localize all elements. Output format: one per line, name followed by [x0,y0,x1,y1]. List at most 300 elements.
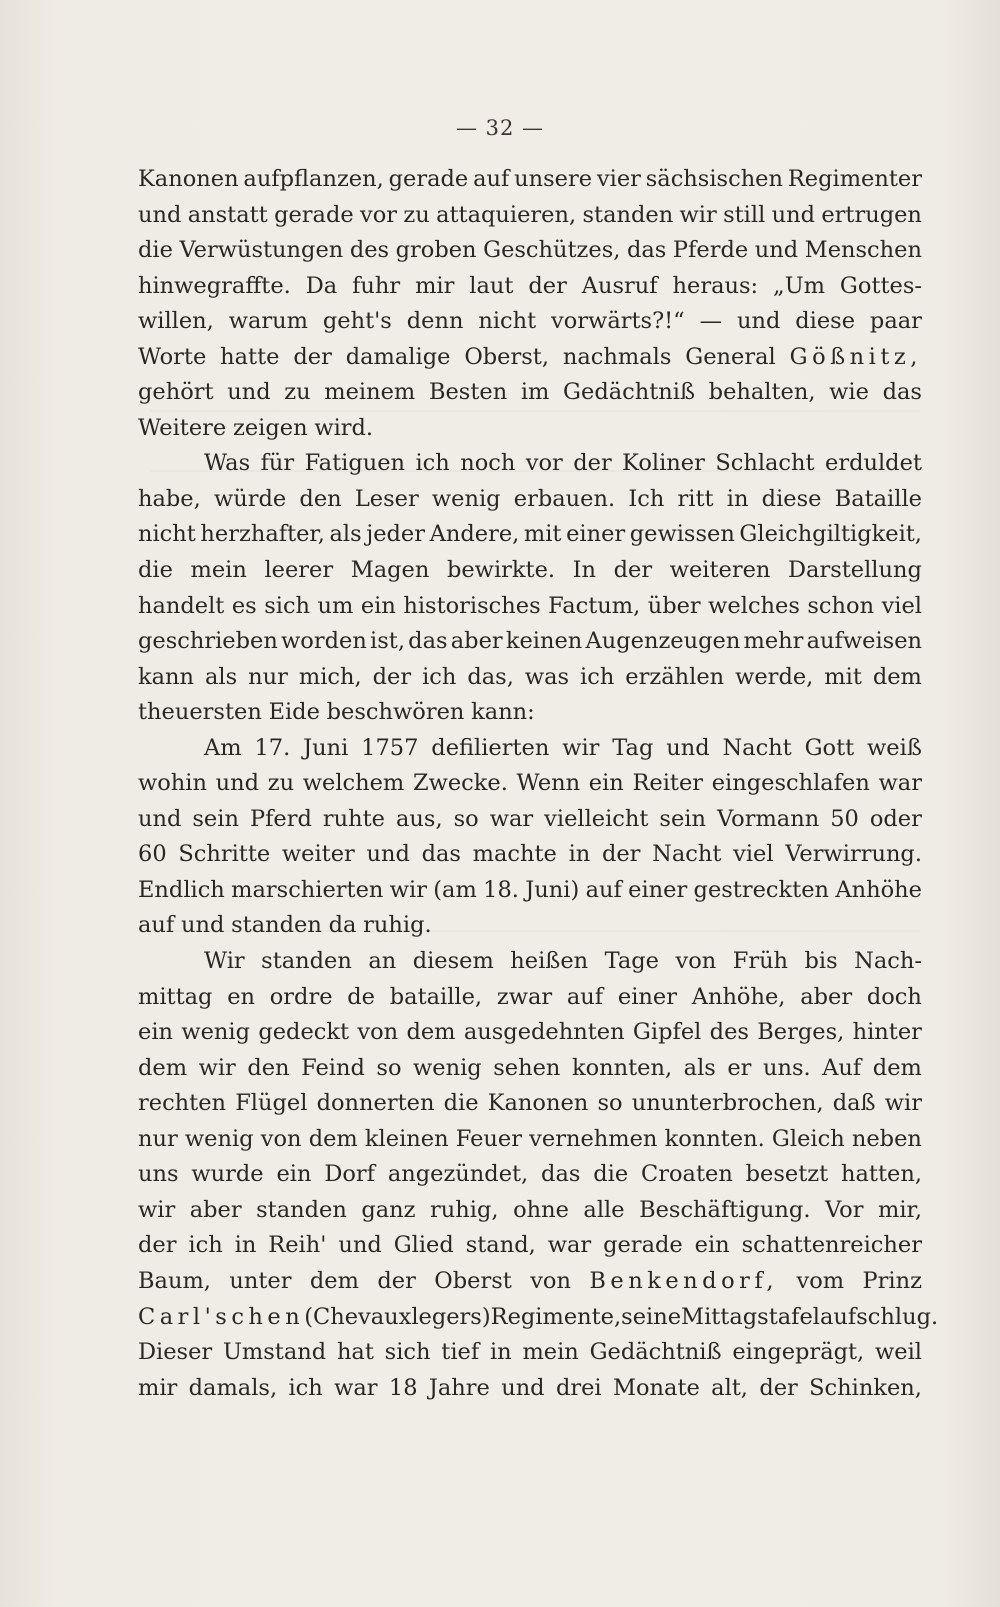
text-line [138,1015,922,1051]
word: Juni [303,734,349,761]
word: gestreckten [693,876,830,903]
word: gewissen [629,521,735,548]
word: — [699,308,723,335]
word: Eide [268,699,320,726]
word: über [647,592,701,619]
word: standen [582,201,674,228]
word: vor [525,450,563,477]
word: unsere [514,166,593,192]
text-line [138,1228,922,1264]
word: der [372,663,412,690]
word: der [138,1232,177,1259]
text-line [138,553,922,589]
word: ich [288,1374,323,1401]
word: wie [829,379,869,406]
word: wir [138,1196,176,1223]
word: angezündet, [387,1161,529,1188]
word: Nach- [854,948,922,975]
word: schon [807,592,875,619]
word: Wir [204,948,245,975]
word: nur [248,663,288,690]
word: der [601,841,641,868]
word: wir [389,876,427,903]
word: zu [267,770,295,797]
text-line [138,802,922,838]
word: Schinken, [809,1374,922,1401]
word: ertrugen [821,201,922,228]
word: war [547,1232,592,1259]
word: wir [198,1054,236,1081]
text-line [138,1157,922,1193]
word: zeigen [232,414,308,441]
text-line [138,1264,922,1300]
text-line [138,517,922,553]
word: attaquieren, [436,201,577,228]
word: gerade [388,166,469,192]
word: nicht [138,521,196,548]
word: General [685,343,776,370]
word: Auf [822,1054,862,1081]
word: mich, [298,663,362,690]
word: Magen [350,557,430,584]
word: ausgedehnten [463,1019,625,1046]
text-line [138,944,922,980]
word: Carl'schen [138,1303,305,1330]
word: mittag [138,983,213,1010]
word: wir [884,1090,922,1117]
word: Beschäftigung. [639,1196,811,1223]
word: ist, [370,628,405,655]
word: das [421,841,461,868]
word: in [489,1339,512,1366]
word: in [234,1232,257,1259]
word: ruhte [322,805,386,832]
word: kann [138,663,195,690]
word: welches [708,592,800,619]
word: drei [555,1374,602,1401]
word: sein [659,805,706,832]
text-line [138,1122,922,1158]
word: als [683,1054,716,1081]
word: viel [733,841,774,868]
word: damalige [345,343,451,370]
word: kann: [471,699,535,726]
word: Gleichgiltigkeit, [739,521,922,548]
word: der [613,557,653,584]
word: mit [523,521,562,548]
word: Dorf [324,1161,375,1188]
word: vom [796,1267,845,1294]
text-line [138,304,922,340]
word: war [878,770,922,797]
word: ganz [361,1196,416,1223]
word: der [759,1374,798,1401]
word: jeder [366,521,426,548]
word: ich [422,663,457,690]
word: Vormann [716,805,820,832]
word: der [377,1267,416,1294]
word: marschierten [231,876,384,903]
page-number: — 32 — [455,116,545,140]
word: standen [256,1196,347,1223]
word: Umstand [222,1339,327,1366]
word: an [368,948,397,975]
word: uns [138,1161,179,1188]
word: wenig [181,1019,251,1046]
word: ich [580,663,615,690]
word: aber [800,983,853,1010]
word: so [453,805,479,832]
word: de [347,983,375,1010]
word: heißen [510,948,589,975]
word: machte [472,841,557,868]
word: uns. [762,1054,811,1081]
word: stand, [465,1232,536,1259]
word: einer [566,521,626,548]
word: ein [588,770,624,797]
text-line [138,340,922,376]
word: im [520,379,550,406]
word: erduldet [825,450,922,477]
word: da [328,912,357,939]
word: alt, [711,1374,748,1401]
word: Endlich [138,876,225,903]
word: erzählen [625,663,725,690]
word: behalten, [708,379,816,406]
word: rechten [138,1090,227,1117]
word: Da [305,272,338,299]
word: ein [276,1161,312,1188]
word: dem [308,1125,358,1152]
word: gerade [274,201,354,228]
body-text [138,162,939,1406]
word: vier [596,166,641,192]
word: für [260,450,295,477]
word: als [205,663,238,690]
word: standen [261,948,352,975]
word: gedeckt [258,1019,350,1046]
word: neben [851,1125,922,1152]
word: aber [189,1196,242,1223]
word: Gipfel [632,1019,702,1046]
word: paar [869,308,922,335]
text-line [138,162,922,198]
word: als [329,521,362,548]
word: es [231,592,257,619]
word: Menschen [804,237,922,264]
word: in [726,485,749,512]
text-line [138,873,922,909]
word: zu [403,201,430,228]
word: das [408,628,448,655]
word: Kanonen [138,166,239,192]
word: Besten [428,379,508,406]
word: habe, [138,485,201,512]
word: (Chevauxlegers) [304,1303,491,1330]
text-line [138,1086,922,1122]
word: und [138,201,182,228]
word: wurde [191,1161,264,1188]
word: werde, [735,663,814,690]
word: Regimente, [490,1303,622,1330]
word: Oberst, [464,343,549,370]
word: mein [522,1339,579,1366]
word: vorwärts?!“ [551,308,685,335]
word: Kanonen [487,1090,589,1117]
word: nicht [478,308,537,335]
word: Schritte [178,841,271,868]
word: was [524,663,570,690]
word: war [489,805,534,832]
word: konnten. [664,1125,765,1152]
word: doch [866,983,922,1010]
word: hinwegraffte. [138,272,291,299]
word: damals, [188,1374,278,1401]
word: Früh [732,948,789,975]
text-line [138,589,922,625]
word: Zwecke. [412,770,508,797]
word: alle [583,1196,625,1223]
word: herzhafter, [200,521,325,548]
word: erbauen. [513,485,616,512]
text-line [138,1335,922,1371]
word: auf [566,983,604,1010]
word: wir [562,734,600,761]
word: dem [872,663,922,690]
word: geht's [322,308,392,335]
word: und [771,201,816,228]
word: ein [138,1019,174,1046]
word: den [299,485,342,512]
word: Gleich [771,1125,845,1152]
word: 1757 [361,734,419,761]
word: Geschützes, [483,237,621,264]
text-line [138,908,922,944]
word: wenig [413,1054,482,1081]
word: Augenzeugen [585,628,741,655]
word: Monate [612,1374,700,1401]
word: viel [881,592,922,619]
word: besetzt [745,1161,829,1188]
word: Bataille [834,485,922,512]
word: bataille, [389,983,483,1010]
word: Weitere [138,414,227,441]
word: donnerten [316,1090,435,1117]
word: einer [617,983,677,1010]
word: Prinz [862,1267,922,1294]
word: hatte [220,343,280,370]
word: Leser [354,485,419,512]
word: ordre [269,983,333,1010]
text-line [138,731,922,767]
word: Feuer [455,1125,522,1152]
word: Mittagstafel [681,1303,821,1330]
word: Verwüstungen [179,237,344,264]
word: Tage [604,948,660,975]
word: sich [264,592,311,619]
word: In [572,557,597,584]
word: Anhöhe [835,876,922,903]
word: weiteren [669,557,771,584]
word: nachmals [562,343,672,370]
word: zwar [496,983,553,1010]
word: aufpflanzen, [243,166,384,192]
word: 18 [388,1374,418,1401]
word: defilierten [431,734,550,761]
word: Anhöhe, [691,983,786,1010]
word: Pferd [249,805,312,832]
word: 50 [830,805,859,832]
word: daß [832,1090,876,1117]
word: aus, [396,805,443,832]
word: eingeprägt, [732,1339,865,1366]
word: Tag [612,734,654,761]
word: oder [869,805,922,832]
word: in [568,841,591,868]
word: Benkendorf, [589,1267,779,1294]
text-line [138,411,922,447]
word: 17. [254,734,291,761]
word: hat [336,1339,374,1366]
word: diese [761,485,822,512]
word: „Um [773,272,826,299]
word: würde [213,485,287,512]
word: Flügel [235,1090,308,1117]
word: Was [204,450,251,477]
word: seine [621,1303,682,1330]
word: des [349,237,390,264]
word: Fatiguen [304,450,406,477]
word: en [227,983,255,1010]
word: wird. [314,414,374,441]
word: weiter [281,841,355,868]
word: Nacht [652,841,722,868]
word: warum [228,308,308,335]
word: (am [433,876,477,903]
word: die [138,237,173,264]
word: ruhig, [430,1196,499,1223]
word: vielleicht [544,805,649,832]
word: Ausruf [581,272,658,299]
word: aufschlug. [820,1303,939,1330]
word: Verwirrung. [785,841,922,868]
word: Regimenter [787,166,922,192]
word: und [180,912,225,939]
word: das [541,1161,581,1188]
word: und [366,841,410,868]
word: und [338,1232,382,1259]
word: Worte [138,343,207,370]
word: nur [138,1125,178,1152]
word: ein [694,1232,730,1259]
word: Am [204,734,242,761]
word: einer [628,876,688,903]
word: fuhr [352,272,401,299]
word: 18. [483,876,519,903]
word: und [666,734,710,761]
word: zu [284,379,311,406]
word: ununterbrochen, [631,1090,824,1117]
word: dem [872,1054,922,1081]
text-line [138,269,922,305]
text-line [138,695,922,731]
text-line [138,198,922,234]
word: ruhig. [363,912,432,939]
text-line [138,1193,922,1229]
word: leerer [264,557,334,584]
word: mir [415,272,455,299]
text-line [138,482,922,518]
word: heraus: [672,272,759,299]
word: mir, [878,1196,922,1223]
word: noch [460,450,516,477]
word: von [357,1019,399,1046]
word: von [675,948,717,975]
word: Oberst [434,1267,512,1294]
word: und [754,237,799,264]
word: vernehmen [529,1125,658,1152]
word: diesem [412,948,494,975]
word: Gößnitz, [789,343,922,370]
word: schattenreicher [741,1232,922,1259]
word: dem [406,1019,456,1046]
word: Gottes- [839,272,922,299]
word: Vor [825,1196,864,1223]
word: Darstellung [788,557,922,584]
word: um [317,592,354,619]
word: den [247,1054,290,1081]
text-line [138,446,922,482]
word: Pferde [672,237,749,264]
word: groben [395,237,477,264]
word: konnten, [571,1054,673,1081]
word: ritt [677,485,714,512]
word: wir [679,201,717,228]
word: auf [138,912,175,939]
word: unter [229,1267,292,1294]
word: wenig [184,1125,254,1152]
text-line [138,980,922,1016]
text-line [138,375,922,411]
word: war [334,1374,378,1401]
word: sich [384,1339,431,1366]
word: still [723,201,766,228]
word: er [727,1054,752,1081]
word: Nacht [722,734,792,761]
word: Feind [301,1054,365,1081]
word: und [736,308,781,335]
text-line [138,766,922,802]
text-line [138,1051,922,1087]
word: mit [824,663,862,690]
word: auf [473,166,510,192]
word: der [528,272,567,299]
word: der [573,450,612,477]
word: so [376,1054,402,1081]
text-line [138,837,922,873]
word: Croaten [641,1161,733,1188]
word: laut [469,272,514,299]
word: sehen [493,1054,561,1081]
word: hinter [852,1019,922,1046]
word: und [138,805,182,832]
word: mehr [743,628,804,655]
word: aufweisen [806,628,922,655]
word: von [530,1267,571,1294]
text-line [138,1371,922,1407]
word: Factum, [548,592,641,619]
word: Gedächtniß [589,1339,722,1366]
